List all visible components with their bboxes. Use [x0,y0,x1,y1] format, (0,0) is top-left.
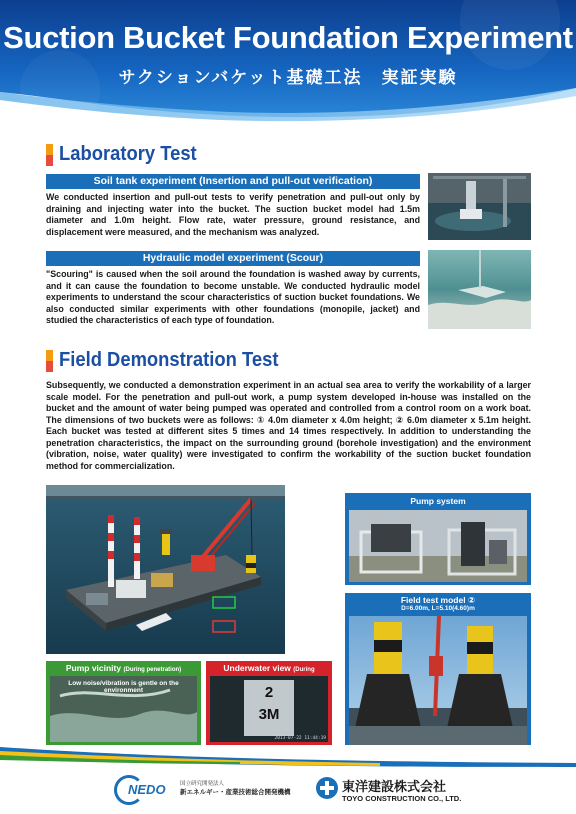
field-section-heading [46,349,298,372]
toyo-name-japanese: 東洋建設株式会社 [342,780,447,795]
pump-vicinity-note: (During penetration) [123,667,182,673]
toyo-name-english: TOYO CONSTRUCTION CO., LTD. [342,794,462,803]
pump-vicinity-photo [50,676,197,742]
underwater-note: (During [293,667,315,673]
hydraulic-band: Hydraulic model experiment (Scour) [46,251,420,266]
header-wave-graphic [0,0,576,122]
underwater-marker-1: 2 [264,684,274,701]
pump-vicinity-panel [46,661,201,745]
soil-tank-photo [428,173,531,240]
lab-heading-text: Laboratory Test [59,143,197,165]
pump-system-photo [349,510,527,582]
underwater-photo [210,676,328,742]
footer-ribbon-graphic [0,745,576,814]
field-model-caption: Field test model ② [400,595,476,605]
underwater-timestamp: 2013-07-22 11:44:19 [274,736,326,741]
pump-vicinity-subtitle: Low noise/vibration is gentle on the environment [68,680,179,694]
field-heading-text: Field Demonstration Test [59,349,279,371]
heading-accent-bar [46,144,53,166]
header-banner [0,0,576,122]
hydraulic-photo [428,250,531,329]
field-model-dims: D=6.00m, L=5.10(4.60)m [401,605,475,612]
pump-vicinity-title: Pump vicinity [65,663,122,673]
underwater-title: Underwater view [223,663,291,673]
hydraulic-text: "Scouring" is caused when the soil around the foundation is washed away by currents, and it can cause the foundation to become unstable. We conducted hydraulic model experiments to understand the scour characteristics of suction bucket foundations. We also conducted similar experiments with other foundations (monopile, jacket) and studied the characteristics of each type of foundation. [46,269,420,325]
nedo-logo-text: NEDO [128,782,166,797]
soil-tank-text: We conducted insertion and pull-out tests to verify penetration and pull-out only by draining and injecting water into the bucket. The suction bucket model had 1.5m diameter and 1.0m height. Flow rate, water pressure, ground resistance, and displacement were measured, and the mechanism was analyzed. [46,192,420,237]
nedo-name-line1: 国立研究開発法人 [180,781,225,787]
underwater-panel [206,661,332,745]
pump-system-caption: Pump system [410,496,466,506]
field-test-model-photo [349,616,527,745]
field-test-model-panel [345,593,531,745]
underwater-marker-2: 3M [258,706,280,723]
pump-system-panel [345,493,531,585]
lab-section-heading [46,143,209,166]
nedo-name-line2: 新エネルギー・産業技術総合開発機構 [180,788,291,796]
heading-accent-bar [46,350,53,372]
field-text: Subsequently, we conducted a demonstration experiment in an actual sea area to verify the workability of a larger scale model. For the penetration and pull-out work, a pump system developed in-house was installed on the bucket and the amount of water being pumped was operated and controlled from a control room on a work boat. The dimensions of two buckets were as follows: ① 4.0m diameter x 4.0m height; ② 6.0m diameter x 5.1m height. Each bucket was tested at different sites 5 times and 14 times respectively. In addition to understanding the penetration characteristics, the impact on the surrounding ground (borehole investigation) and the environment (vibration, noise, water quality) were investigated to confirm the workability of the suction bucket foundation method for commercialization. [46,380,531,471]
page-title: Suction Bucket Foundation Experiment [3,20,573,55]
pump-vicinity-caption [46,663,201,673]
page-subtitle-japanese: サクションバケット基礎工法 実証実験 [118,68,458,88]
toyo-logo-icon [316,777,338,799]
aerial-work-barge-photo [46,485,285,654]
soil-tank-band: Soil tank experiment (Insertion and pull-out verification) [46,174,420,189]
footer [0,745,576,814]
